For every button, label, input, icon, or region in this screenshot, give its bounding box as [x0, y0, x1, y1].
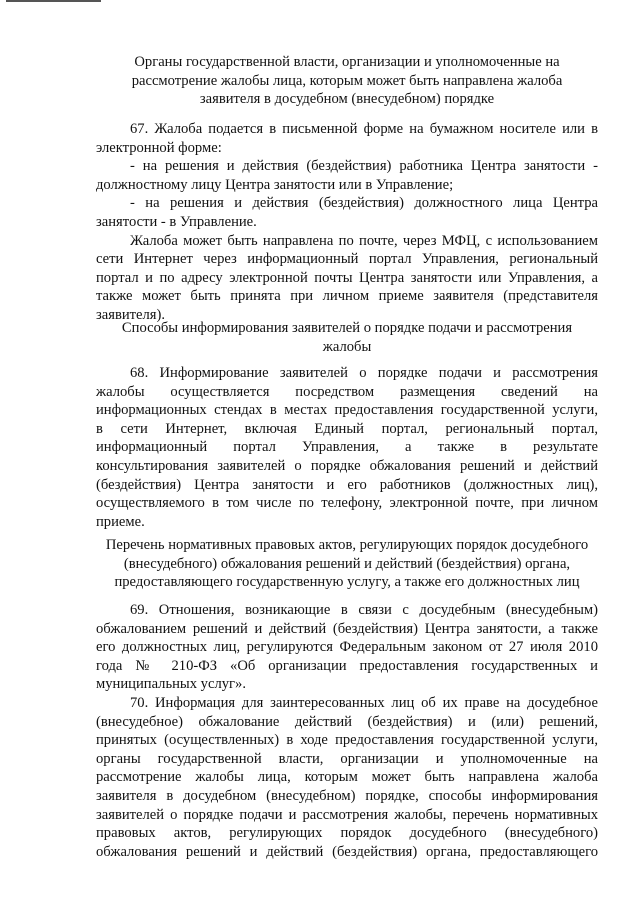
text-line: осуществляемого в том числе по телефону, электронной почте, при личном [96, 495, 598, 512]
paragraph-block-69-70 [96, 601, 598, 861]
text-line: - на решения и действия (бездействия) должностного лица Центра [130, 195, 598, 212]
text-line: информационный портал Управления, а также в результате [96, 439, 598, 456]
text-line: обжалования решений и действий (бездействия) органа, предоставляющего [96, 843, 598, 860]
text-line: 69. Отношения, возникающие в связи с досудебным (внесудебным) [130, 602, 598, 618]
text-line: 68. Информирование заявителей о порядке подачи и рассмотрения [130, 365, 598, 381]
text-line: его должностных лиц, регулируются Федеральным законом от 27 июля 2010 [96, 639, 598, 656]
section-heading-informing-methods [96, 319, 598, 356]
text-line: года № 210-ФЗ «Об организации предоставления государственных и [96, 657, 598, 674]
heading-line: (внесудебного) обжалования решений и действий (бездействия) органа, [123, 555, 571, 572]
text-line: 70. Информация для заинтересованных лиц об их праве на досудебное [130, 694, 598, 711]
text-line: обжалованием решений и действий (бездействия) Центра занятости, а также [96, 620, 598, 637]
heading-line: рассмотрение жалобы лица, которым может быть направлена жалоба [131, 72, 563, 89]
text-line: портал и по адресу электронной почты Центра занятости или Управления, а [96, 269, 598, 286]
text-line: органы государственной власти, организации и уполномоченные на [96, 750, 598, 767]
text-line: информационных стендах в местах предоставления государственной услуги, [96, 402, 598, 419]
text-line: (бездействия) Центра занятости и его работников (должностных лиц), [96, 476, 598, 493]
text-line: сети Интернет через информационный портал Управления, региональный [96, 251, 598, 268]
heading-line: жалобы [322, 338, 372, 355]
text-line: 67. Жалоба подается в письменной форме на бумажном носителе или в [130, 121, 598, 137]
paragraph-block-67 [96, 120, 598, 325]
text-line: муниципальных услуг». [96, 676, 246, 693]
text-line: должностному лицу Центра занятости или в Управление; [96, 176, 454, 193]
text-line: заявителя в досудебном (внесудебном) порядке, способы информирования [96, 787, 598, 804]
heading-line: Способы информирования заявителей о порядке подачи и рассмотрения [121, 320, 573, 336]
text-line: занятости - в Управление. [96, 213, 257, 230]
paragraph-block-68 [96, 364, 598, 531]
text-line: приеме. [96, 513, 145, 530]
text-line: жалобы осуществляется посредством размещения сведений на [96, 383, 598, 400]
text-line: принятых (осуществленных) в ходе предоставления государственной услуги, [96, 732, 598, 749]
text-line: заявителя). [96, 306, 166, 323]
heading-line: предоставляющего государственную услугу, а также его должностных лиц [114, 574, 580, 591]
text-line: правовых актов, регулирующих порядок досудебного (внесудебного) [96, 825, 598, 842]
text-line: рассмотрение жалобы лица, которым может быть направлена жалоба [96, 769, 598, 786]
scan-edge-mark [6, 0, 101, 2]
section-heading-legal-acts [96, 536, 598, 592]
text-line: Жалоба может быть направлена по почте, через МФЦ, с использованием [130, 232, 598, 249]
heading-line: Перечень нормативных правовых актов, регулирующих порядок досудебного [105, 537, 589, 553]
text-line: консультирования заявителей о порядке обжалования решений и действий [96, 457, 598, 474]
text-line: в сети Интернет, включая Единый портал, региональный портал, [96, 420, 598, 437]
text-line: заявителей о порядке подачи и рассмотрения жалобы, перечень нормативных [96, 806, 598, 823]
section-heading-complaint-bodies [96, 53, 598, 109]
text-line: - на решения и действия (бездействия) работника Центра занятости - [130, 158, 598, 175]
text-line: электронной форме: [96, 139, 222, 156]
text-line: также может быть принята при личном приеме заявителя (представителя [96, 288, 598, 305]
heading-line: заявителя в досудебном (внесудебном) порядке [199, 91, 495, 108]
text-line: (внесудебное) обжалование действий (бездействия) и (или) решений, [96, 713, 598, 730]
heading-line: Органы государственной власти, организации и уполномоченные на [134, 54, 560, 70]
